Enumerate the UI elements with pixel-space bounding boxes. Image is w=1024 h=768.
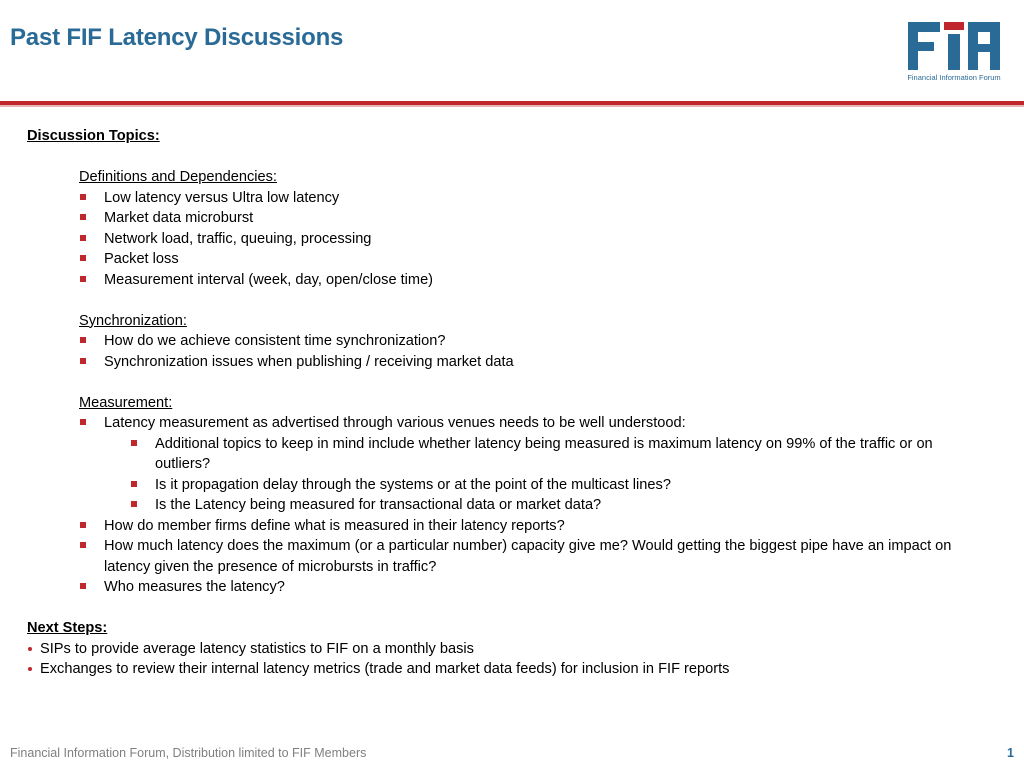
page-number: 1 — [1007, 746, 1014, 760]
list-item: Network load, traffic, queuing, processing — [79, 229, 987, 250]
list-item: Synchronization issues when publishing / receiving market data — [79, 352, 987, 373]
list-item: Low latency versus Ultra low latency — [79, 188, 987, 209]
list-item: Who measures the latency? — [79, 577, 987, 598]
header-divider-shadow — [0, 105, 1024, 107]
list-item: Latency measurement as advertised through various venues needs to be well understood: — [79, 413, 987, 434]
footer-text: Financial Information Forum, Distribution limited to FIF Members — [10, 746, 367, 760]
sub-list-item: Is it propagation delay through the systems or at the point of the multicast lines? — [130, 475, 987, 496]
slide-body — [27, 126, 987, 680]
slide-title: Past FIF Latency Discussions — [10, 24, 344, 51]
next-steps-heading: Next Steps: — [27, 620, 108, 636]
list-item: Packet loss — [79, 249, 987, 270]
list-item: Measurement interval (week, day, open/close time) — [79, 270, 987, 291]
logo-caption: Financial Information Forum — [907, 73, 1001, 82]
list-item: Exchanges to review their internal latency metrics (trade and market data feeds) for inclusion in FIF reports — [27, 659, 987, 680]
list-item: SIPs to provide average latency statistics to FIF on a monthly basis — [27, 639, 987, 660]
sub-list-item: Is the Latency being measured for transactional data or market data? — [130, 495, 987, 516]
list-item: Market data microburst — [79, 208, 987, 229]
discussion-topics-heading: Discussion Topics: — [27, 128, 160, 144]
sub-list-item: Additional topics to keep in mind include whether latency being measured is maximum latency on 99% of the traffic or on outliers? — [130, 434, 960, 475]
synchronization-heading: Synchronization: — [79, 312, 187, 329]
measurement-heading: Measurement: — [79, 394, 173, 411]
definitions-heading: Definitions and Dependencies: — [79, 169, 277, 185]
list-item: How do member firms define what is measured in their latency reports? — [79, 516, 987, 537]
list-item: How much latency does the maximum (or a particular number) capacity give me? Would getting the biggest pipe have an impact on latency given the presence of microbursts in traffic? — [79, 536, 979, 577]
list-item: How do we achieve consistent time synchronization? — [79, 331, 987, 352]
